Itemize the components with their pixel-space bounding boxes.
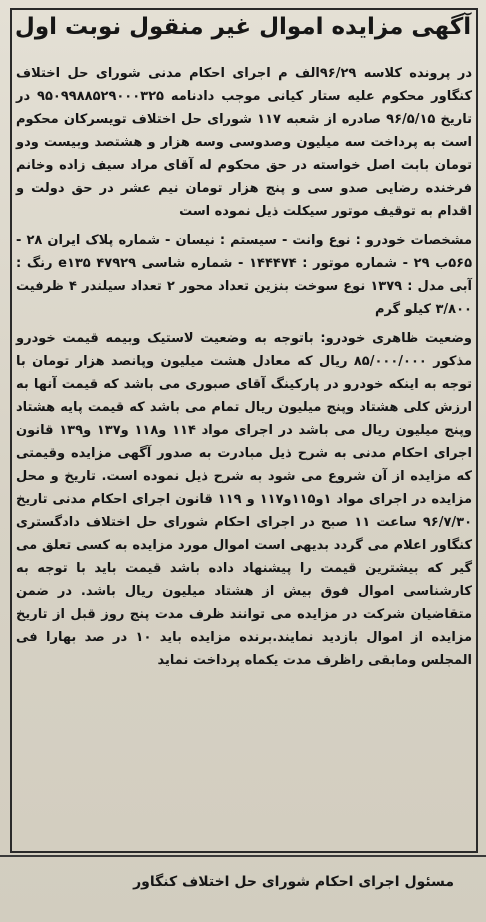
notice-footer-signature: مسئول اجرای احکام شورای حل اختلاف کنگاور — [133, 874, 454, 890]
divider — [0, 855, 486, 857]
notice-paragraph-case: در پرونده کلاسه ۹۶/۲۹الف م اجرای احکام مدنی شورای حل اختلاف کنگاور محکوم علیه ستار کیانی موجب دادنامه ۹۵۰۹۹۸۸۵۲۹۰۰۰۳۲۵ در تاریخ ۹۶/۵/۱۵ صادره از شعبه ۱۱۷ شورای حل اختلاف تویسرکان محکوم است به پرداخت سه میلیون وصدوسی وسه هزار و هشتصد وبیست ودو تومان بابت اصل خواسته در حق محکوم له آقای مراد سیف زاده وخانم فرخنده رضایی صدو سی و پنج هزار تومان نیم عشر در حق دولت و اقدام به توقیف موتور سیکلت ذیل نموده است — [16, 66, 472, 219]
notice-paragraph-vehicle-specs: مشخصات خودرو : نوع وانت - سیستم : نیسان - شماره پلاک ایران ۲۸ - ۵۶۵ب ۲۹ - شماره موتور : ۱۴۴۴۷۴ - شماره شاسی ۴۷۹۲۹ e۱۳۵ رنگ : آبی مدل : ۱۳۷۹ نوع سوخت بنزین تعداد محور ۲ تعداد سیلندر ۴ ظرفیت ۳/۸۰۰ کیلو گرم — [16, 233, 473, 317]
notice-paragraph-auction-terms: وضعیت ظاهری خودرو: باتوجه به وضعیت لاستیک وبیمه قیمت خودرو مذکور ۸۵/۰۰۰/۰۰۰ ریال که معادل هشت میلیون وپانصد هزار تومان با توجه به اینکه خودرو در پارکینگ آقای صبوری می باشد که قیمت آنها به ارزش کلی هشتاد وپنج میلیون ریال تمام می باشد که قیمت پایه هشتاد وپنج میلیون ریال می باشد در اجرای مواد ۱۱۴ و۱۱۸ و۱۳۷ و۱۳۹ قانون اجرای احکام مدنی به شرح ذیل مبادرت به صدور آگهی مزایده وقیمتی که مزایده از آن شروع می شود به شرح ذیل نموده است. تاریخ و محل مزایده در اجرای مواد ۱و۱۱۵و۱۱۷ و ۱۱۹ قانون اجرای احکام مدنی تاریخ ۹۶/۷/۳۰ ساعت ۱۱ صبح در اجرای احکام شورای حل اختلاف دادگستری کنگاور اعلام می گردد بدیهی است اموال مورد مزایده به کسی تعلق می گیر که بیشترین قیمت را پیشنهاد داده باشد قیمت باید با توجه به کارشناسی اموال فوق بیش از هشتاد میلیون ریال باشد. در ضمن متقاضیان شرکت در مزایده می توانند ظرف مدت پنج روز قبل از تاریخ مزایده از اموال بازدید نمایند.برنده مزایده باید ۱۰ در صد بهارا فی المجلس ومابقی راظرف مدت یکماه پرداخت نماید — [16, 331, 473, 668]
notice-title: آگهی مزایده اموال غیر منقول نوبت اول — [14, 14, 472, 40]
notice-body — [16, 62, 472, 678]
